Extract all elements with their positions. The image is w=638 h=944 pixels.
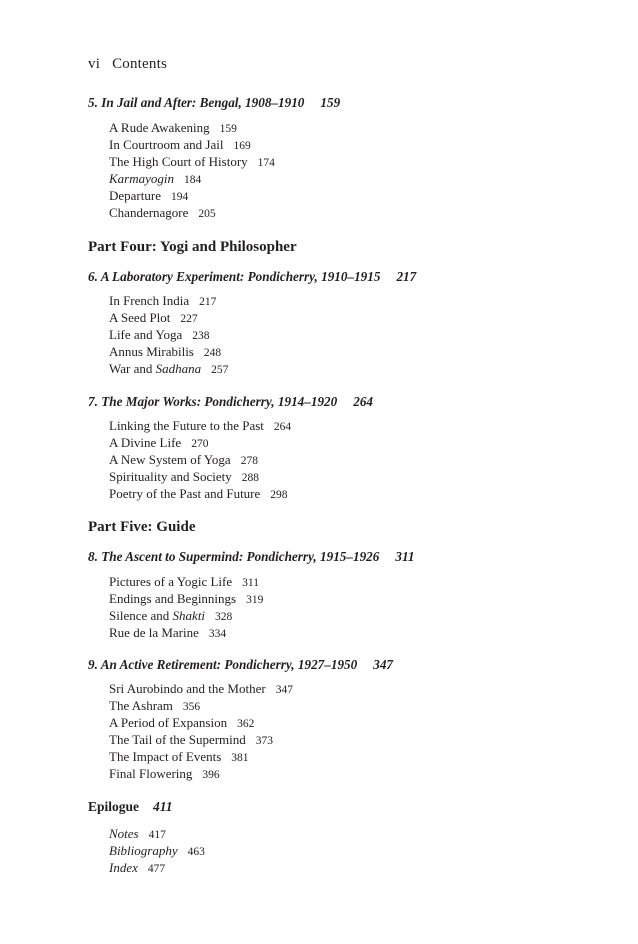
running-head-title: Contents — [112, 56, 168, 72]
entry-title-italic: Sadhana — [155, 361, 202, 376]
entry-page: 174 — [257, 157, 275, 169]
entry-title: Departure — [109, 188, 161, 203]
chapter-page: 347 — [373, 657, 394, 672]
entry-page: 194 — [170, 191, 189, 203]
chapter-8-heading[interactable] — [88, 549, 414, 565]
entry-title: In French India — [109, 293, 190, 308]
entry-page: 205 — [198, 208, 216, 220]
chapter-page: 217 — [396, 269, 417, 284]
entry-title: Life and Yoga — [109, 327, 183, 342]
entry-title-italic: Shakti — [172, 608, 206, 623]
entry-page: 227 — [180, 313, 198, 325]
chapter-title: 5. In Jail and After: Bengal, 1908–1910 — [88, 95, 305, 110]
entry-title: A Divine Life — [109, 435, 182, 450]
entry-title: A Rude Awakening — [109, 120, 210, 135]
toc-entry[interactable] — [109, 765, 220, 784]
entry-title: A Period of Expansion — [109, 715, 228, 730]
entry-page: 417 — [148, 829, 166, 841]
entry-title: Rue de la Marine — [109, 625, 199, 640]
entry-page: 159 — [219, 123, 237, 135]
entry-page: 288 — [241, 472, 260, 484]
entry-page: 328 — [215, 611, 233, 623]
entry-page: 362 — [237, 718, 255, 730]
entry-page: 334 — [208, 628, 227, 640]
epilogue-title: Epilogue — [88, 799, 140, 814]
toc-entry[interactable] — [109, 485, 288, 504]
entry-title: A Seed Plot — [109, 310, 171, 325]
entry-page: 298 — [270, 489, 288, 501]
entry-title: Index — [109, 860, 138, 875]
entry-title: Spirituality and Society — [109, 469, 232, 484]
part-four-heading: Part Four: Yogi and Philosopher — [88, 239, 297, 255]
chapter-title: 8. The Ascent to Supermind: Pondicherry, 1915–1926 — [88, 549, 380, 564]
epilogue-heading[interactable] — [88, 799, 173, 815]
toc-entry[interactable] — [109, 859, 165, 878]
chapter-6-heading[interactable] — [88, 269, 416, 285]
entry-title: Annus Mirabilis — [109, 344, 194, 359]
entry-page: 396 — [202, 769, 220, 781]
entry-page: 264 — [273, 421, 292, 433]
entry-page: 347 — [275, 684, 293, 696]
entry-page: 184 — [184, 174, 202, 186]
chapter-page: 311 — [395, 549, 415, 564]
entry-title: Pictures of a Yogic Life — [109, 574, 233, 589]
entry-title: Bibliography — [109, 843, 178, 858]
chapter-page: 264 — [353, 394, 374, 409]
epilogue-page: 411 — [153, 799, 173, 814]
entry-title: The Tail of the Supermind — [109, 732, 246, 747]
running-head — [88, 56, 167, 73]
entry-page: 356 — [182, 701, 201, 713]
entry-page: 477 — [147, 863, 166, 875]
entry-title: A New System of Yoga — [109, 452, 231, 467]
entry-title: The High Court of History — [109, 154, 248, 169]
entry-page: 373 — [255, 735, 274, 747]
toc-entry[interactable] — [109, 204, 216, 223]
entry-title: The Ashram — [109, 698, 173, 713]
entry-title: Notes — [109, 826, 139, 841]
entry-title: Chandernagore — [109, 205, 189, 220]
chapter-9-heading[interactable] — [88, 657, 393, 673]
entry-title: Silence and — [109, 608, 173, 623]
entry-page: 278 — [240, 455, 258, 467]
entry-title: Final Flowering — [109, 766, 193, 781]
chapter-5-heading[interactable] — [88, 95, 340, 111]
entry-title: Karmayogin — [109, 171, 174, 186]
chapter-title: 7. The Major Works: Pondicherry, 1914–1920 — [88, 394, 338, 409]
entry-page: 381 — [231, 752, 249, 764]
chapter-page: 159 — [320, 95, 341, 110]
entry-title: In Courtroom and Jail — [109, 137, 224, 152]
entry-page: 311 — [242, 577, 259, 589]
entry-title: Endings and Beginnings — [109, 591, 237, 606]
chapter-title: 9. An Active Retirement: Pondicherry, 1927–1950 — [88, 657, 358, 672]
chapter-7-heading[interactable] — [88, 394, 373, 410]
toc-entry[interactable] — [109, 624, 226, 643]
entry-page: 463 — [187, 846, 205, 858]
toc-entry[interactable] — [109, 360, 228, 379]
page-folio: vi — [88, 56, 101, 72]
entry-page: 319 — [246, 594, 264, 606]
entry-title: Linking the Future to the Past — [109, 418, 264, 433]
entry-page: 270 — [191, 438, 209, 450]
entry-title: The Impact of Events — [109, 749, 222, 764]
entry-title: Sri Aurobindo and the Mother — [109, 681, 266, 696]
entry-page: 238 — [192, 330, 210, 342]
entry-page: 257 — [211, 364, 229, 376]
entry-page: 217 — [199, 296, 217, 308]
entry-title: War and — [109, 361, 156, 376]
part-five-heading: Part Five: Guide — [88, 519, 196, 535]
entry-page: 248 — [203, 347, 222, 359]
chapter-title: 6. A Laboratory Experiment: Pondicherry, 1910–1915 — [88, 269, 381, 284]
entry-title: Poetry of the Past and Future — [109, 486, 261, 501]
entry-page: 169 — [233, 140, 251, 152]
